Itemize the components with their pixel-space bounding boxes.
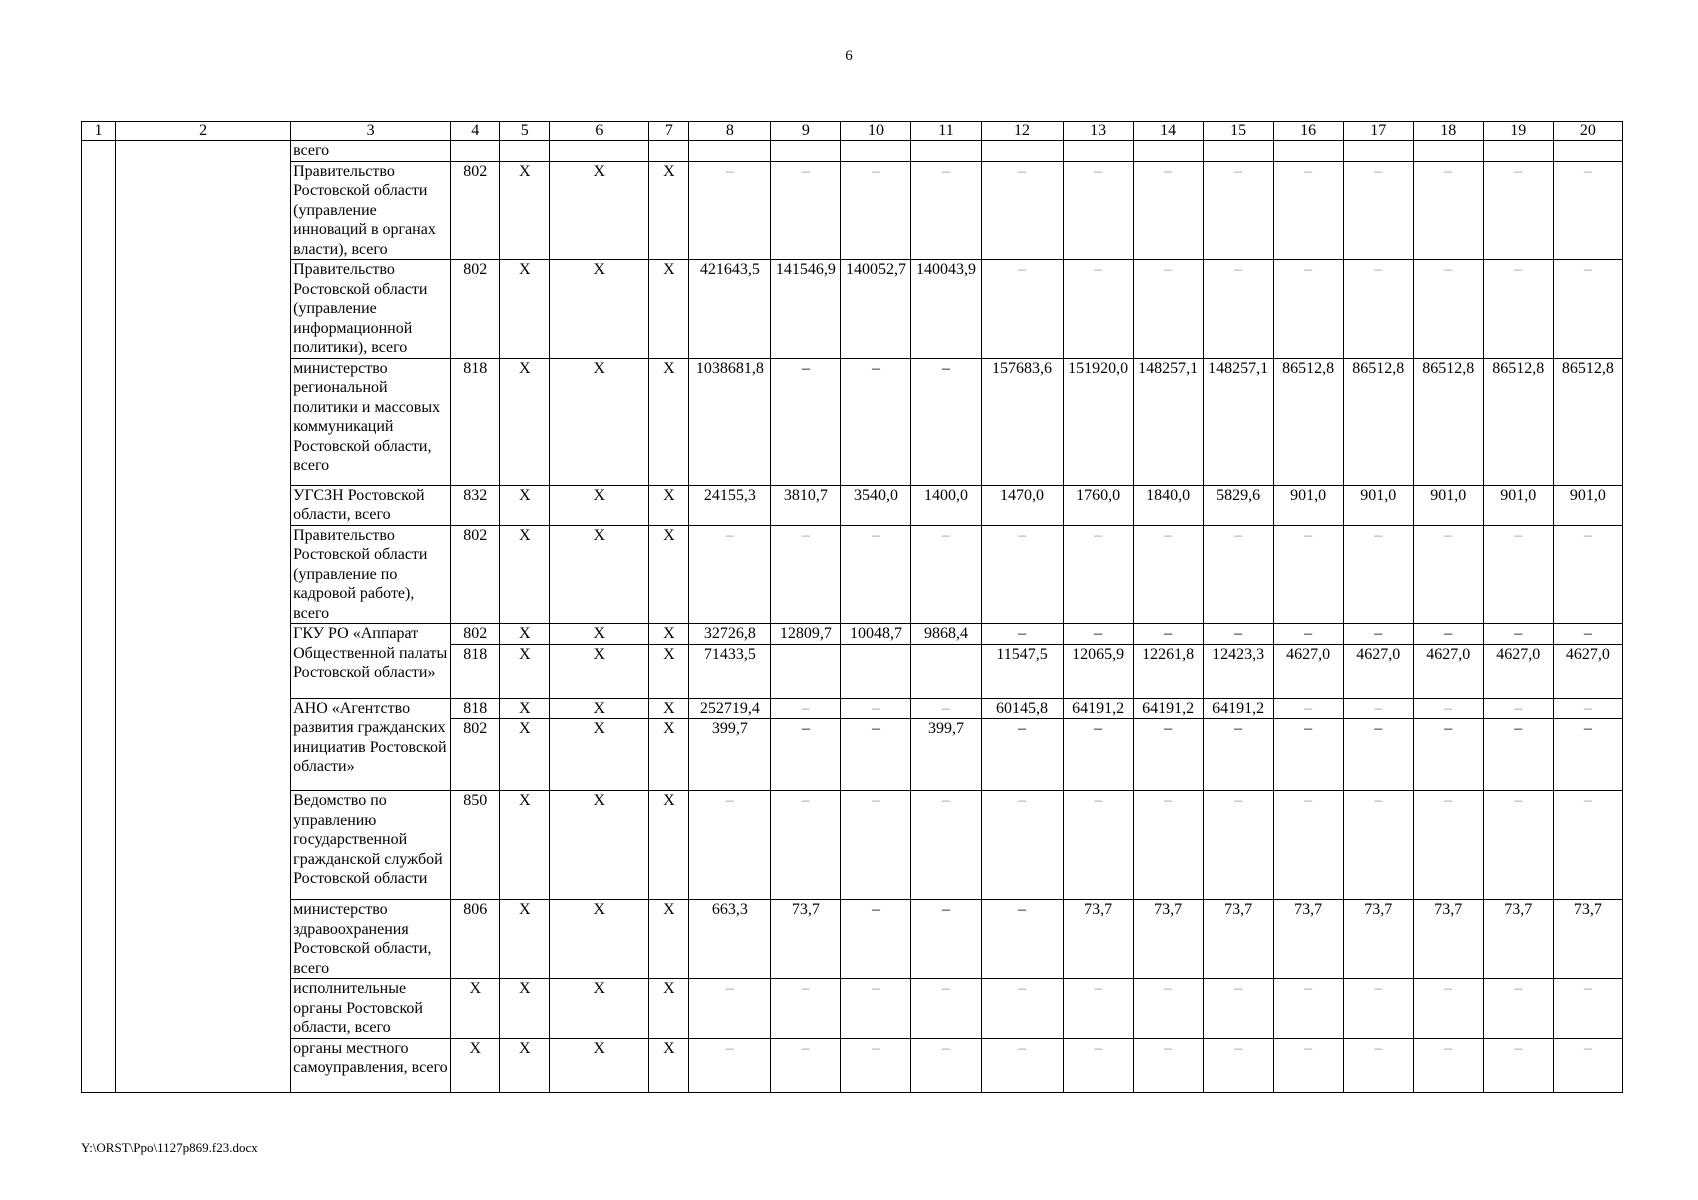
value-cell: – (1413, 161, 1483, 260)
value-cell: – (1413, 719, 1483, 791)
value-cell: – (1413, 979, 1483, 1039)
value-cell: X (500, 644, 550, 698)
organization-name: исполнительные органы Ростовской области, всего (291, 979, 451, 1039)
value-cell: – (1063, 791, 1133, 900)
value-cell: 148257,1 (1203, 358, 1273, 485)
value-cell (1483, 141, 1553, 162)
value-cell: – (1553, 260, 1622, 359)
value-cell: 802 (451, 624, 500, 645)
header-cell: 15 (1203, 122, 1273, 141)
value-cell: – (771, 698, 841, 719)
value-cell: 399,7 (689, 719, 771, 791)
header-cell: 10 (841, 122, 911, 141)
value-cell: – (841, 900, 911, 979)
value-cell: – (1133, 624, 1203, 645)
value-cell: 4627,0 (1273, 644, 1343, 698)
value-cell: 901,0 (1273, 485, 1343, 525)
organization-name: Правительство Ростовской области (управление инноваций в органах власти), всего (291, 161, 451, 260)
organization-name: министерство здравоохранения Ростовской области, всего (291, 900, 451, 979)
value-cell: – (1133, 260, 1203, 359)
value-cell (1063, 141, 1133, 162)
value-cell: 73,7 (1133, 900, 1203, 979)
value-cell: – (1203, 624, 1273, 645)
value-cell: X (550, 644, 649, 698)
value-cell: – (1203, 260, 1273, 359)
budget-table (81, 121, 1623, 1093)
value-cell: – (1063, 1038, 1133, 1092)
organization-name: министерство региональной политики и массовых коммуникаций Ростовской области, всего (291, 358, 451, 485)
value-cell: X (550, 900, 649, 979)
value-cell: 71433,5 (689, 644, 771, 698)
value-cell: 1840,0 (1133, 485, 1203, 525)
value-cell: – (1483, 525, 1553, 624)
value-cell: 73,7 (1413, 900, 1483, 979)
header-row (82, 122, 1623, 141)
value-cell: – (1133, 525, 1203, 624)
value-cell: 86512,8 (1553, 358, 1622, 485)
organization-name: органы местного самоуправления, всего (291, 1038, 451, 1092)
value-cell: X (500, 485, 550, 525)
col1-cell (82, 141, 116, 1093)
col2-cell (116, 141, 291, 1093)
value-cell (1133, 141, 1203, 162)
value-cell: X (649, 719, 689, 791)
table-row (82, 525, 1623, 624)
value-cell: 1400,0 (911, 485, 981, 525)
table-row (82, 141, 1623, 162)
value-cell (649, 141, 689, 162)
value-cell: 86512,8 (1343, 358, 1413, 485)
value-cell: – (1133, 161, 1203, 260)
value-cell (1553, 141, 1622, 162)
value-cell: 60145,8 (981, 698, 1063, 719)
value-cell: 140052,7 (841, 260, 911, 359)
value-cell: – (841, 719, 911, 791)
header-cell: 12 (981, 122, 1063, 141)
value-cell: X (451, 1038, 500, 1092)
value-cell: – (1063, 624, 1133, 645)
value-cell: – (1343, 698, 1413, 719)
value-cell (1413, 141, 1483, 162)
value-cell: 12065,9 (1063, 644, 1133, 698)
value-cell: – (1553, 161, 1622, 260)
value-cell: 64191,2 (1203, 698, 1273, 719)
value-cell: 32726,8 (689, 624, 771, 645)
value-cell (1343, 141, 1413, 162)
value-cell: – (1203, 525, 1273, 624)
value-cell: – (1343, 161, 1413, 260)
value-cell: 806 (451, 900, 500, 979)
value-cell: 901,0 (1413, 485, 1483, 525)
value-cell: – (1483, 719, 1553, 791)
value-cell: – (911, 358, 981, 485)
organization-name: АНО «Агентство развития гражданских инициатив Ростовской области» (291, 698, 451, 791)
value-cell: X (500, 900, 550, 979)
value-cell: X (500, 1038, 550, 1092)
header-cell: 9 (771, 122, 841, 141)
value-cell: – (911, 161, 981, 260)
value-cell (689, 141, 771, 162)
value-cell: – (771, 161, 841, 260)
value-cell: 157683,6 (981, 358, 1063, 485)
table-row (82, 900, 1623, 979)
value-cell: – (911, 698, 981, 719)
value-cell: X (550, 719, 649, 791)
value-cell: – (1063, 260, 1133, 359)
value-cell: – (981, 719, 1063, 791)
value-cell (841, 141, 911, 162)
value-cell: – (771, 525, 841, 624)
header-cell: 13 (1063, 122, 1133, 141)
table-row (82, 1038, 1623, 1092)
table-row (82, 161, 1623, 260)
organization-name: Ведомство по управлению государственной гражданской службой Ростовской области (291, 791, 451, 900)
value-cell: – (1553, 624, 1622, 645)
value-cell: – (1203, 791, 1273, 900)
value-cell: – (1273, 624, 1343, 645)
value-cell (771, 141, 841, 162)
organization-name: всего (291, 141, 451, 162)
header-cell: 20 (1553, 122, 1622, 141)
value-cell: 73,7 (771, 900, 841, 979)
value-cell: – (1553, 719, 1622, 791)
value-cell: X (550, 624, 649, 645)
value-cell: 818 (451, 644, 500, 698)
header-cell: 8 (689, 122, 771, 141)
value-cell: – (1343, 624, 1413, 645)
value-cell: – (1203, 161, 1273, 260)
value-cell: X (550, 698, 649, 719)
value-cell: 252719,4 (689, 698, 771, 719)
value-cell: – (689, 161, 771, 260)
value-cell: – (1273, 791, 1343, 900)
value-cell: X (500, 161, 550, 260)
value-cell: – (1133, 719, 1203, 791)
value-cell: X (500, 979, 550, 1039)
value-cell: – (1063, 719, 1133, 791)
value-cell: – (911, 900, 981, 979)
value-cell: 1760,0 (1063, 485, 1133, 525)
value-cell: X (550, 525, 649, 624)
value-cell: – (1483, 260, 1553, 359)
value-cell: 802 (451, 525, 500, 624)
value-cell: – (771, 358, 841, 485)
value-cell: 73,7 (1063, 900, 1133, 979)
value-cell: 4627,0 (1343, 644, 1413, 698)
organization-name: Правительство Ростовской области (управление по кадровой работе), всего (291, 525, 451, 624)
value-cell: – (771, 791, 841, 900)
value-cell: 64191,2 (1133, 698, 1203, 719)
value-cell: 64191,2 (1063, 698, 1133, 719)
value-cell: – (1413, 698, 1483, 719)
value-cell: – (1413, 260, 1483, 359)
value-cell: 10048,7 (841, 624, 911, 645)
value-cell: X (550, 260, 649, 359)
value-cell: – (689, 1038, 771, 1092)
value-cell: 3810,7 (771, 485, 841, 525)
value-cell: – (981, 1038, 1063, 1092)
value-cell: 140043,9 (911, 260, 981, 359)
value-cell: 901,0 (1553, 485, 1622, 525)
value-cell: X (550, 1038, 649, 1092)
value-cell: – (841, 525, 911, 624)
value-cell: – (1203, 979, 1273, 1039)
value-cell: – (1343, 979, 1413, 1039)
value-cell: – (1483, 161, 1553, 260)
value-cell: 141546,9 (771, 260, 841, 359)
value-cell: – (771, 719, 841, 791)
value-cell: – (1133, 979, 1203, 1039)
header-cell: 19 (1483, 122, 1553, 141)
value-cell: X (649, 485, 689, 525)
value-cell: – (981, 791, 1063, 900)
value-cell: – (1483, 624, 1553, 645)
value-cell: 73,7 (1203, 900, 1273, 979)
page-number: 6 (845, 48, 853, 64)
value-cell: 73,7 (1343, 900, 1413, 979)
value-cell: – (1273, 1038, 1343, 1092)
value-cell: – (981, 525, 1063, 624)
value-cell: – (841, 791, 911, 900)
value-cell: 901,0 (1343, 485, 1413, 525)
value-cell: X (500, 698, 550, 719)
value-cell: X (500, 719, 550, 791)
value-cell: – (981, 260, 1063, 359)
value-cell (911, 644, 981, 698)
table-row (82, 624, 1623, 645)
value-cell: – (1063, 979, 1133, 1039)
value-cell: – (1413, 624, 1483, 645)
value-cell: – (1483, 1038, 1553, 1092)
value-cell: 86512,8 (1413, 358, 1483, 485)
value-cell: – (689, 525, 771, 624)
value-cell: 850 (451, 791, 500, 900)
value-cell: – (981, 979, 1063, 1039)
value-cell: – (1553, 791, 1622, 900)
organization-name: УГСЗН Ростовской области, всего (291, 485, 451, 525)
value-cell: 73,7 (1483, 900, 1553, 979)
header-cell: 7 (649, 122, 689, 141)
header-cell: 5 (500, 122, 550, 141)
value-cell: 4627,0 (1553, 644, 1622, 698)
value-cell: X (649, 161, 689, 260)
value-cell: 5829,6 (1203, 485, 1273, 525)
value-cell: – (1483, 979, 1553, 1039)
organization-name: ГКУ РО «Аппарат Общественной палаты Ростовской области» (291, 624, 451, 699)
value-cell: 421643,5 (689, 260, 771, 359)
value-cell: – (1133, 791, 1203, 900)
value-cell: – (1483, 698, 1553, 719)
value-cell: 11547,5 (981, 644, 1063, 698)
value-cell: – (1273, 260, 1343, 359)
header-cell: 4 (451, 122, 500, 141)
value-cell: 818 (451, 358, 500, 485)
value-cell: X (649, 1038, 689, 1092)
value-cell: X (500, 260, 550, 359)
value-cell: 1470,0 (981, 485, 1063, 525)
value-cell: – (841, 161, 911, 260)
value-cell: 4627,0 (1483, 644, 1553, 698)
value-cell: – (1273, 719, 1343, 791)
value-cell (771, 644, 841, 698)
value-cell: X (451, 979, 500, 1039)
value-cell: – (1553, 979, 1622, 1039)
value-cell: – (771, 1038, 841, 1092)
header-cell: 17 (1343, 122, 1413, 141)
value-cell: – (1553, 525, 1622, 624)
value-cell: 802 (451, 260, 500, 359)
value-cell: 12261,8 (1133, 644, 1203, 698)
value-cell: – (981, 624, 1063, 645)
value-cell: 802 (451, 161, 500, 260)
value-cell (550, 141, 649, 162)
value-cell (911, 141, 981, 162)
value-cell: 901,0 (1483, 485, 1553, 525)
value-cell: X (649, 644, 689, 698)
value-cell: X (550, 161, 649, 260)
value-cell: 73,7 (1553, 900, 1622, 979)
value-cell: 148257,1 (1133, 358, 1203, 485)
value-cell: 1038681,8 (689, 358, 771, 485)
value-cell: – (771, 979, 841, 1039)
table-row (82, 358, 1623, 485)
value-cell (841, 644, 911, 698)
value-cell: 832 (451, 485, 500, 525)
value-cell (1273, 141, 1343, 162)
header-cell: 3 (291, 122, 451, 141)
value-cell: X (649, 358, 689, 485)
value-cell: 86512,8 (1483, 358, 1553, 485)
value-cell: – (981, 161, 1063, 260)
value-cell: X (500, 791, 550, 900)
value-cell: 12423,3 (1203, 644, 1273, 698)
value-cell: X (649, 979, 689, 1039)
value-cell: – (841, 1038, 911, 1092)
value-cell: 802 (451, 719, 500, 791)
header-cell: 2 (116, 122, 291, 141)
value-cell: X (649, 791, 689, 900)
value-cell: 73,7 (1273, 900, 1343, 979)
value-cell: 86512,8 (1273, 358, 1343, 485)
table-row (82, 698, 1623, 719)
value-cell: – (1413, 525, 1483, 624)
value-cell: – (1343, 525, 1413, 624)
value-cell: – (1343, 719, 1413, 791)
value-cell: 399,7 (911, 719, 981, 791)
organization-name: Правительство Ростовской области (управление информационной политики), всего (291, 260, 451, 359)
value-cell: – (1273, 698, 1343, 719)
value-cell: X (550, 485, 649, 525)
value-cell: – (1343, 791, 1413, 900)
value-cell: – (689, 791, 771, 900)
value-cell (1203, 141, 1273, 162)
header-cell: 6 (550, 122, 649, 141)
value-cell: – (841, 358, 911, 485)
value-cell: – (1343, 1038, 1413, 1092)
value-cell: X (550, 358, 649, 485)
value-cell: 818 (451, 698, 500, 719)
value-cell: – (1273, 525, 1343, 624)
value-cell: 4627,0 (1413, 644, 1483, 698)
value-cell: – (1273, 979, 1343, 1039)
value-cell: X (649, 698, 689, 719)
header-cell: 11 (911, 122, 981, 141)
table-row (82, 260, 1623, 359)
value-cell: X (500, 358, 550, 485)
value-cell: – (1343, 260, 1413, 359)
value-cell: X (500, 624, 550, 645)
table-row (82, 485, 1623, 525)
value-cell: – (1553, 698, 1622, 719)
value-cell: – (1203, 1038, 1273, 1092)
value-cell: 24155,3 (689, 485, 771, 525)
table-body (82, 122, 1623, 1093)
value-cell (500, 141, 550, 162)
footer-file-path: Y:\ORST\Ppo\1127p869.f23.docx (81, 1140, 258, 1155)
value-cell: – (841, 698, 911, 719)
value-cell: – (981, 900, 1063, 979)
value-cell: 663,3 (689, 900, 771, 979)
value-cell: – (911, 979, 981, 1039)
value-cell: – (1133, 1038, 1203, 1092)
value-cell: X (649, 624, 689, 645)
value-cell: X (550, 979, 649, 1039)
value-cell: – (1063, 161, 1133, 260)
table-row (82, 791, 1623, 900)
value-cell (981, 141, 1063, 162)
value-cell: – (1273, 161, 1343, 260)
value-cell: – (911, 791, 981, 900)
value-cell: X (649, 900, 689, 979)
value-cell: – (1483, 791, 1553, 900)
value-cell: – (1413, 791, 1483, 900)
value-cell: 12809,7 (771, 624, 841, 645)
table-row (82, 979, 1623, 1039)
value-cell: 3540,0 (841, 485, 911, 525)
value-cell: – (1203, 719, 1273, 791)
header-cell: 14 (1133, 122, 1203, 141)
header-cell: 16 (1273, 122, 1343, 141)
header-cell: 18 (1413, 122, 1483, 141)
value-cell: 9868,4 (911, 624, 981, 645)
value-cell: – (841, 979, 911, 1039)
value-cell: X (500, 525, 550, 624)
value-cell (451, 141, 500, 162)
value-cell: X (550, 791, 649, 900)
value-cell: – (1413, 1038, 1483, 1092)
value-cell: – (1063, 525, 1133, 624)
value-cell: – (1553, 1038, 1622, 1092)
value-cell: X (649, 525, 689, 624)
value-cell: – (911, 525, 981, 624)
value-cell: – (911, 1038, 981, 1092)
value-cell: 151920,0 (1063, 358, 1133, 485)
header-cell: 1 (82, 122, 116, 141)
value-cell: – (689, 979, 771, 1039)
value-cell: X (649, 260, 689, 359)
